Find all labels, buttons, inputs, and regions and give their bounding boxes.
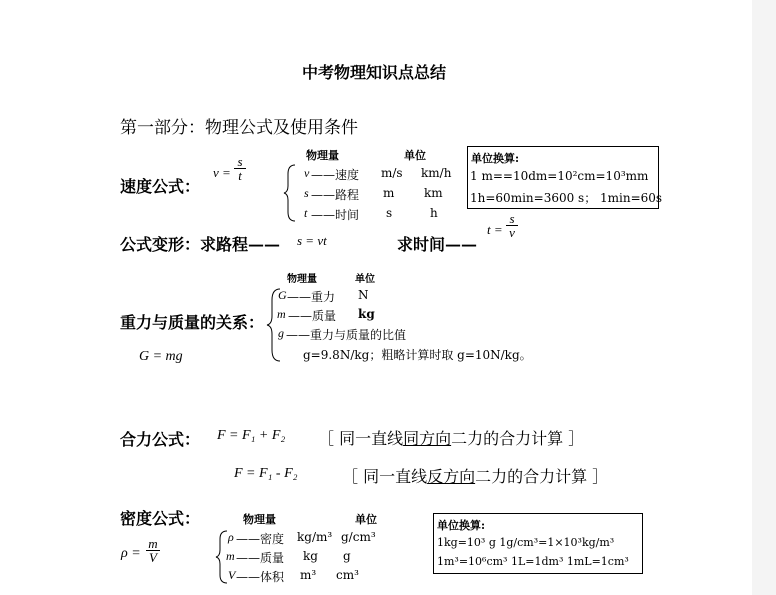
- gravity-row-G-symbol: G: [278, 288, 287, 302]
- speed-numerator: s: [234, 155, 246, 169]
- density-row-V-unit2: cm³: [336, 568, 359, 582]
- density-label: 密度公式：: [120, 509, 201, 528]
- resultant-note-same: [318, 426, 584, 449]
- resultant-note-opposite-underlined: 反方向: [427, 467, 476, 486]
- viewer-right-margin: [752, 0, 776, 595]
- gravity-formula: G = mg: [139, 349, 183, 364]
- speed-row-t-symbol: t: [304, 206, 308, 220]
- density-row-m-unit2: g: [343, 549, 351, 563]
- transform-time-fraction: [506, 212, 518, 240]
- speed-row-t-unit2: h: [430, 206, 438, 220]
- gravity-row-g-symbol: g: [278, 326, 284, 340]
- density-row-rho-symbol: ρ: [228, 530, 234, 544]
- speed-row-v-symbol: v: [304, 166, 310, 180]
- gravity-header-quantity: 物理量: [287, 274, 317, 285]
- gravity-row-g-name: ——重力与质量的比值: [286, 328, 407, 342]
- resultant-note-opposite-close: 二力的合力计算 ］: [475, 467, 609, 486]
- speed-row-s-unit2: km: [424, 186, 443, 200]
- speed-row-t-unit1: s: [386, 206, 393, 220]
- density-box-line2: 1m³=10⁶cm³ 1L=1dm³ 1mL=1cm³: [437, 555, 629, 568]
- speed-formula-lhs: v =: [213, 165, 231, 180]
- density-row-V-symbol: V: [228, 568, 236, 582]
- density-formula-fraction: [146, 537, 160, 565]
- section-heading: 第一部分：物理公式及使用条件: [120, 118, 358, 138]
- resultant-note-same-underlined: 同方向: [403, 429, 452, 448]
- speed-row-s-unit1: m: [383, 186, 395, 200]
- speed-row-v-name: ——速度: [311, 168, 360, 182]
- resultant-formula-opposite: F = F₁ - F₂: [234, 466, 298, 481]
- gravity-header-unit: 单位: [355, 274, 375, 285]
- gravity-note: g=9.8N/kg；粗略计算时取 g=10N/kg。: [303, 348, 532, 362]
- speed-row-s-symbol: s: [304, 186, 309, 200]
- speed-header-unit: 单位: [404, 149, 426, 162]
- transform-formula-distance: s = vt: [297, 233, 327, 248]
- resultant-formula-same: F = F₁ + F₂: [217, 428, 286, 443]
- speed-box-title: 单位换算:: [471, 152, 520, 165]
- speed-row-t-name: ——时间: [311, 208, 360, 222]
- density-header-quantity: 物理量: [243, 513, 276, 526]
- density-row-m-unit1: kg: [303, 549, 318, 563]
- gravity-row-m-unit: kg: [358, 307, 375, 321]
- speed-brace: [283, 164, 297, 222]
- gravity-row-m-name: ——质量: [288, 309, 337, 323]
- transform-time-lhs: t =: [487, 222, 503, 237]
- speed-row-s-name: ——路程: [311, 188, 360, 202]
- transform-time-denominator: v: [509, 225, 515, 240]
- resultant-label: 合力公式：: [120, 430, 201, 449]
- speed-row-v-unit2: km/h: [421, 166, 452, 180]
- page-title: 中考物理知识点总结: [302, 63, 447, 82]
- density-denominator: V: [149, 550, 157, 565]
- density-row-V-name: ——体积: [236, 570, 285, 584]
- transform-time-numerator: s: [506, 212, 518, 226]
- density-row-rho-unit2: g/cm³: [341, 530, 376, 544]
- resultant-note-opposite: [342, 464, 608, 487]
- resultant-note-same-open: ［ 同一直线: [318, 429, 404, 448]
- density-formula-lhs: ρ =: [121, 546, 141, 561]
- density-row-m-symbol: m: [226, 549, 235, 563]
- gravity-label: 重力与质量的关系：: [120, 313, 265, 332]
- resultant-note-opposite-open: ［ 同一直线: [342, 467, 428, 486]
- speed-label: 速度公式：: [120, 177, 201, 196]
- density-row-rho-name: ——密度: [236, 532, 285, 546]
- speed-row-v-unit1: m/s: [381, 166, 403, 180]
- speed-header-quantity: 物理量: [306, 149, 339, 162]
- density-row-rho-unit1: kg/m³: [297, 530, 333, 544]
- density-box-title: 单位换算:: [437, 519, 486, 532]
- density-box-line1: 1kg=10³ g 1g/cm³=1×10³kg/m³: [437, 536, 615, 549]
- density-unit-conversion-box: [433, 513, 643, 574]
- density-row-V-unit1: m³: [300, 568, 317, 582]
- gravity-row-G-unit: N: [358, 288, 369, 302]
- resultant-note-same-close: 二力的合力计算 ］: [451, 429, 585, 448]
- speed-formula-fraction: [234, 155, 246, 183]
- speed-box-line1: 1 m==10dm=10²cm=10³mm: [470, 169, 649, 183]
- gravity-row-G-name: ——重力: [287, 290, 336, 304]
- transform-label-time: 求时间——: [397, 235, 478, 254]
- gravity-row-m-symbol: m: [277, 307, 286, 321]
- transform-label: 公式变形：求路程——: [120, 235, 281, 254]
- speed-denominator: t: [238, 168, 242, 183]
- speed-box-line2: 1h=60min=3600 s； 1min=60s: [470, 191, 663, 205]
- speed-unit-conversion-box: [467, 146, 663, 209]
- density-header-unit: 单位: [355, 513, 377, 526]
- density-row-m-name: ——质量: [236, 551, 285, 565]
- density-numerator: m: [146, 537, 160, 551]
